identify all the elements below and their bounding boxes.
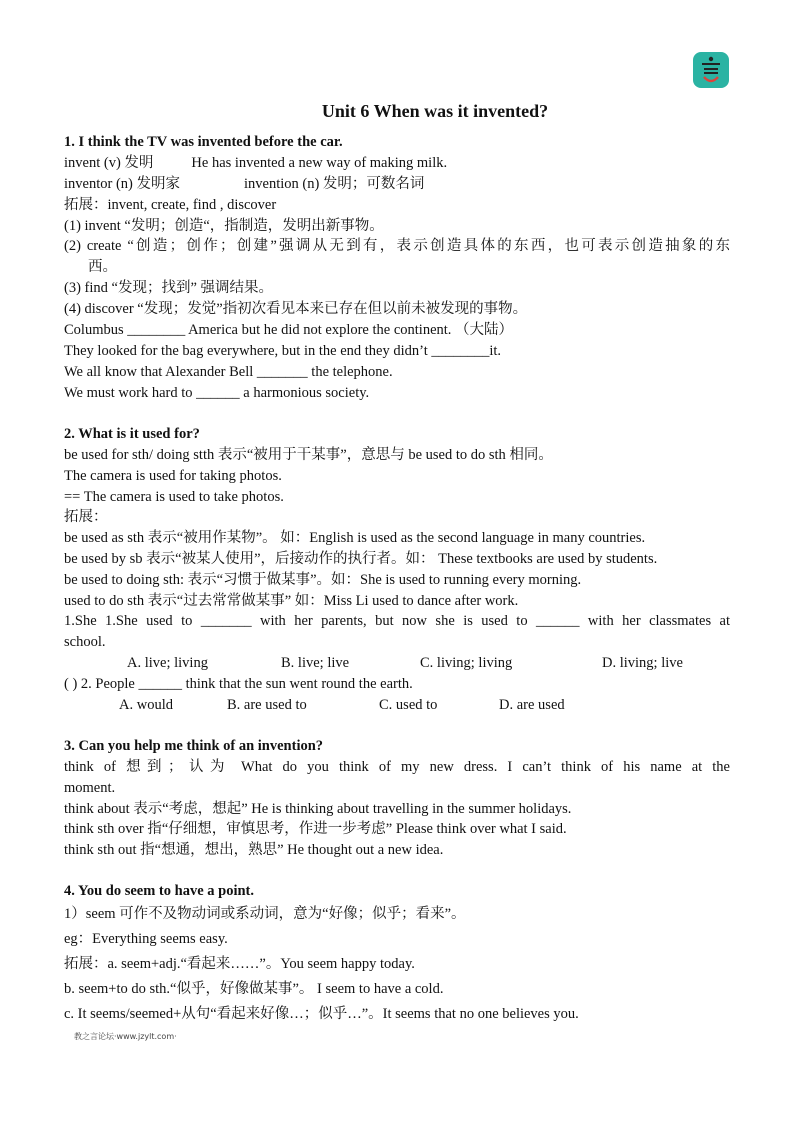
option-a: A. would — [119, 697, 173, 713]
text-line: used to do sth 表示“过去常常做某事” 如：Miss Li used to dance after work. — [64, 593, 519, 609]
text-line: invention (n) 发明；可数名词 — [243, 176, 425, 192]
text-line: eg：Everything seems easy. — [64, 931, 228, 947]
exercise-line: Columbus ________ America but he did not explore the continent. （大陆） — [64, 322, 514, 338]
option-c: C. used to — [379, 697, 438, 713]
text-line: inventor (n) 发明家 — [64, 176, 180, 192]
text-line: be used for sth/ doing stth 表示“被用于干某事”，意思与 be used to do sth 相同。 — [64, 447, 553, 463]
text-line: b. seem+to do sth.“似乎，好像做某事”。 I seem to have a cold. — [64, 981, 444, 997]
text-line: (3) find “发现；找到” 强调结果。 — [64, 280, 274, 296]
exercise-line: 1.She 1.She used to _______ with her parents, but now she is used to ______ with her classmates at — [64, 613, 730, 629]
text-line: think sth out 指“想通，想出，熟思” He thought out a new idea. — [64, 842, 444, 858]
text-line: (4) discover “发现；发觉”指初次看见本来已存在但以前未被发现的事物。 — [64, 301, 528, 317]
text-line: He has invented a new way of making milk. — [191, 155, 448, 171]
text-line: 西。 — [88, 259, 117, 275]
text-line: 拓展：a. seem+adj.“看起来……”。You seem happy today. — [64, 956, 415, 972]
text-line: (2) create “创造；创作；创建”强调从无到有，表示创造具体的东西，也可表示创造抽象的东 — [64, 238, 730, 254]
option-c: C. living; living — [420, 655, 513, 671]
site-logo — [693, 52, 729, 88]
section-1-heading: 1. I think the TV was invented before the car. — [64, 134, 343, 150]
text-line — [64, 174, 424, 194]
text-line — [64, 153, 447, 173]
exercise-line: We all know that Alexander Bell _______ the telephone. — [64, 364, 393, 380]
section-2-heading: 2. What is it used for? — [64, 426, 200, 442]
text-line: be used by sb 表示“被某人使用”，后接动作的执行者。如： These textbooks are used by students. — [64, 551, 658, 567]
option-b: B. live; live — [281, 655, 350, 671]
text-line: 拓展： — [64, 509, 108, 525]
text-line: (1) invent “发明；创造“，指制造，发明出新事物。 — [64, 218, 384, 234]
text-line: == The camera is used to take photos. — [64, 489, 284, 505]
text-line: c. It seems/seemed+从句“看起来好像…；似乎…”。It seems that no one believes you. — [64, 1006, 579, 1022]
text-line: think sth over 指“仔细想，审慎思考，作进一步考虑” Please think over what I said. — [64, 821, 567, 837]
text-line: be used as sth 表示“被用作某物”。 如：English is used as the second language in many countries. — [64, 530, 646, 546]
exercise-line: We must work hard to ______ a harmonious society. — [64, 385, 370, 401]
option-b: B. are used to — [227, 697, 307, 713]
logo-icon — [693, 52, 729, 88]
text-line: invent (v) 发明 — [64, 155, 154, 171]
section-4-heading: 4. You do seem to have a point. — [64, 883, 254, 899]
page-footer: 教之言论坛·www.jzylt.com· — [74, 1032, 177, 1041]
text-line: moment. — [64, 780, 116, 796]
text-line: 拓展：invent, create, find , discover — [64, 197, 277, 213]
exercise-line: school. — [64, 634, 106, 650]
text-line: The camera is used for taking photos. — [64, 468, 282, 484]
exercise-line: ( ) 2. People ______ think that the sun went round the earth. — [64, 676, 413, 692]
option-d: D. living; live — [602, 655, 683, 671]
option-a: A. live; living — [127, 655, 208, 671]
text-line: be used to doing sth: 表示“习惯于做某事”。如：She is used to running every morning. — [64, 572, 582, 588]
text-line: 1）seem 可作不及物动词或系动词，意为“好像；似乎；看来”。 — [64, 906, 466, 922]
exercise-line: They looked for the bag everywhere, but in the end they didn’t ________it. — [64, 343, 502, 359]
section-3-heading: 3. Can you help me think of an invention? — [64, 738, 324, 754]
page-title: Unit 6 When was it invented? — [321, 101, 549, 121]
text-line: think of 想到；认为 What do you think of my new dress. I can’t think of his name at the — [64, 759, 730, 775]
text-line: think about 表示“考虑，想起” He is thinking about travelling in the summer holidays. — [64, 801, 572, 817]
option-d: D. are used — [499, 697, 565, 713]
